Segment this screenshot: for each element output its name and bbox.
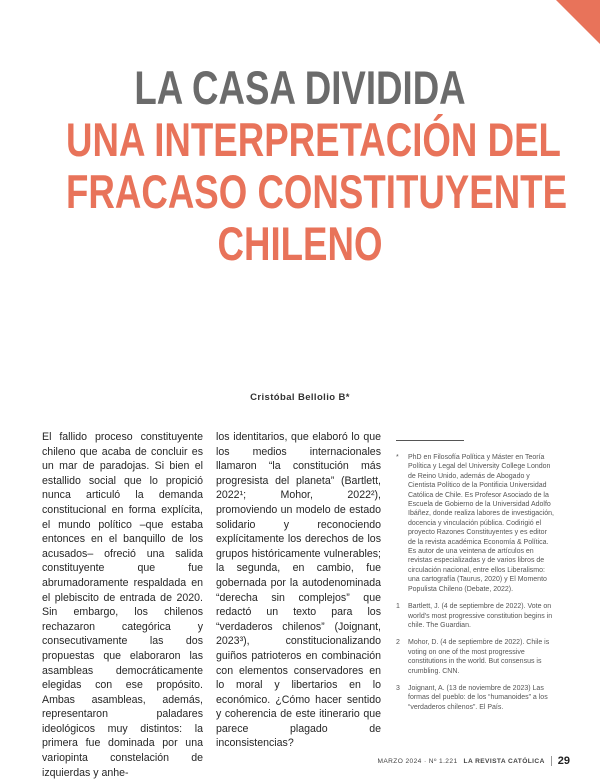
page-footer <box>377 755 570 767</box>
footnote-text: Joignant, A. (13 de noviembre de 2023) Las formas del pueblo: de los “humanoides” a los “verdaderos chilenos”. El País. <box>408 684 548 711</box>
issue-info: MARZO 2024 · Nº 1.221 <box>377 757 458 765</box>
magazine-name: LA REVISTA CATÓLICA <box>463 757 545 765</box>
footnote-1 <box>396 602 554 630</box>
body-column-1: El fallido proceso constituyente chileno que acaba de concluir es un mar de paradojas. Si bien el estallido social que lo propició nunca articuló la demanda constitucional en forma explícita, el mundo político –que estaba entonces en el banquillo de los acusados– ofreció una salida constituyente que fue abrumadoramente respaldada en el plebiscito de entrada de 2020. Sin embargo, los chilenos rechazaron categórica y consecutivamente las dos propuestas que elaboraron las asambleas democráticamente elegidas con ese propósito. Ambas asambleas, además, representaron paladares ideológicos muy distintos: la primera fue dominada por una variopinta constelación de izquierdas y anhe- <box>42 431 203 779</box>
footnotes <box>396 440 554 720</box>
title-line-4: CHILENO <box>217 217 383 270</box>
title-line-1: LA CASA DIVIDIDA <box>134 61 466 114</box>
footnote-mark: 2 <box>396 639 400 647</box>
title-line-3: FRACASO CONSTITUYENTE <box>66 165 568 218</box>
footnote-mark: 3 <box>396 684 400 692</box>
footnote-mark: 1 <box>396 603 400 611</box>
corner-decoration <box>556 0 600 44</box>
footnote-divider <box>396 440 464 441</box>
footnote-text: PhD en Filosofía Política y Máster en Teoría Política y Legal del University College London de Reino Unido, además de Abogado y Cientista Político de la Pontificia Universidad Católica de Chile. Es Profesor Asociado de la Escuela de Gobierno de la Universidad Adolfo Ibáñez, donde realiza labores de investigación, docencia y vinculación pública. Codirigió el proyecto Razones Constituyentes y es editor de la revista académica Economía & Política. Es autor de una veintena de artículos en revistas especializadas y de varios libros de circulación nacional, entre ellos Liberalismo: una cartografía (Taurus, 2020) y El Momento Populista Chileno (Debate, 2022). <box>408 454 554 593</box>
footnote-2 <box>396 638 554 676</box>
footnote-text: Bartlett, J. (4 de septiembre de 2022). Vote on world's most progressive constitution begins in chile. The Guardian. <box>408 603 553 629</box>
body-column-2: los identitarios, que elaboró lo que los medios internacionales llamaron “la constitución más progresista del planeta” (Bartlett, 2022¹; Mohor, 2022²), promoviendo un modelo de estado solidario y reconociendo explícitamente los derechos de los grupos históricamente vulnerables; la segunda, en cambio, fue gobernada por la autodenominada “derecha sin complejos” que redactó un texto para los “verdaderos chilenos” (Joignant, 2023³), constitucionalizando guiños patrioteros en combinación con elementos conservadores en lo moral y libertarios en lo económico. ¿Cómo hacer sentido y coherencia de este itinerario que parece plagado de inconsistencias? <box>216 431 381 750</box>
footnote-mark: * <box>396 454 399 461</box>
footer-separator <box>551 756 552 766</box>
footnote-text: Mohor, D. (4 de septiembre de 2022). Chile is voting on one of the most progressive constitutions in the world. But consensus is crumbling. CNN. <box>408 639 550 675</box>
author-byline: Cristóbal Bellolio B* <box>250 392 350 403</box>
footnote-author <box>396 453 554 594</box>
title-line-2: UNA INTERPRETACIÓN DEL <box>66 113 561 166</box>
footnote-3 <box>396 684 554 712</box>
article-title <box>0 62 600 270</box>
page-number: 29 <box>557 755 570 767</box>
